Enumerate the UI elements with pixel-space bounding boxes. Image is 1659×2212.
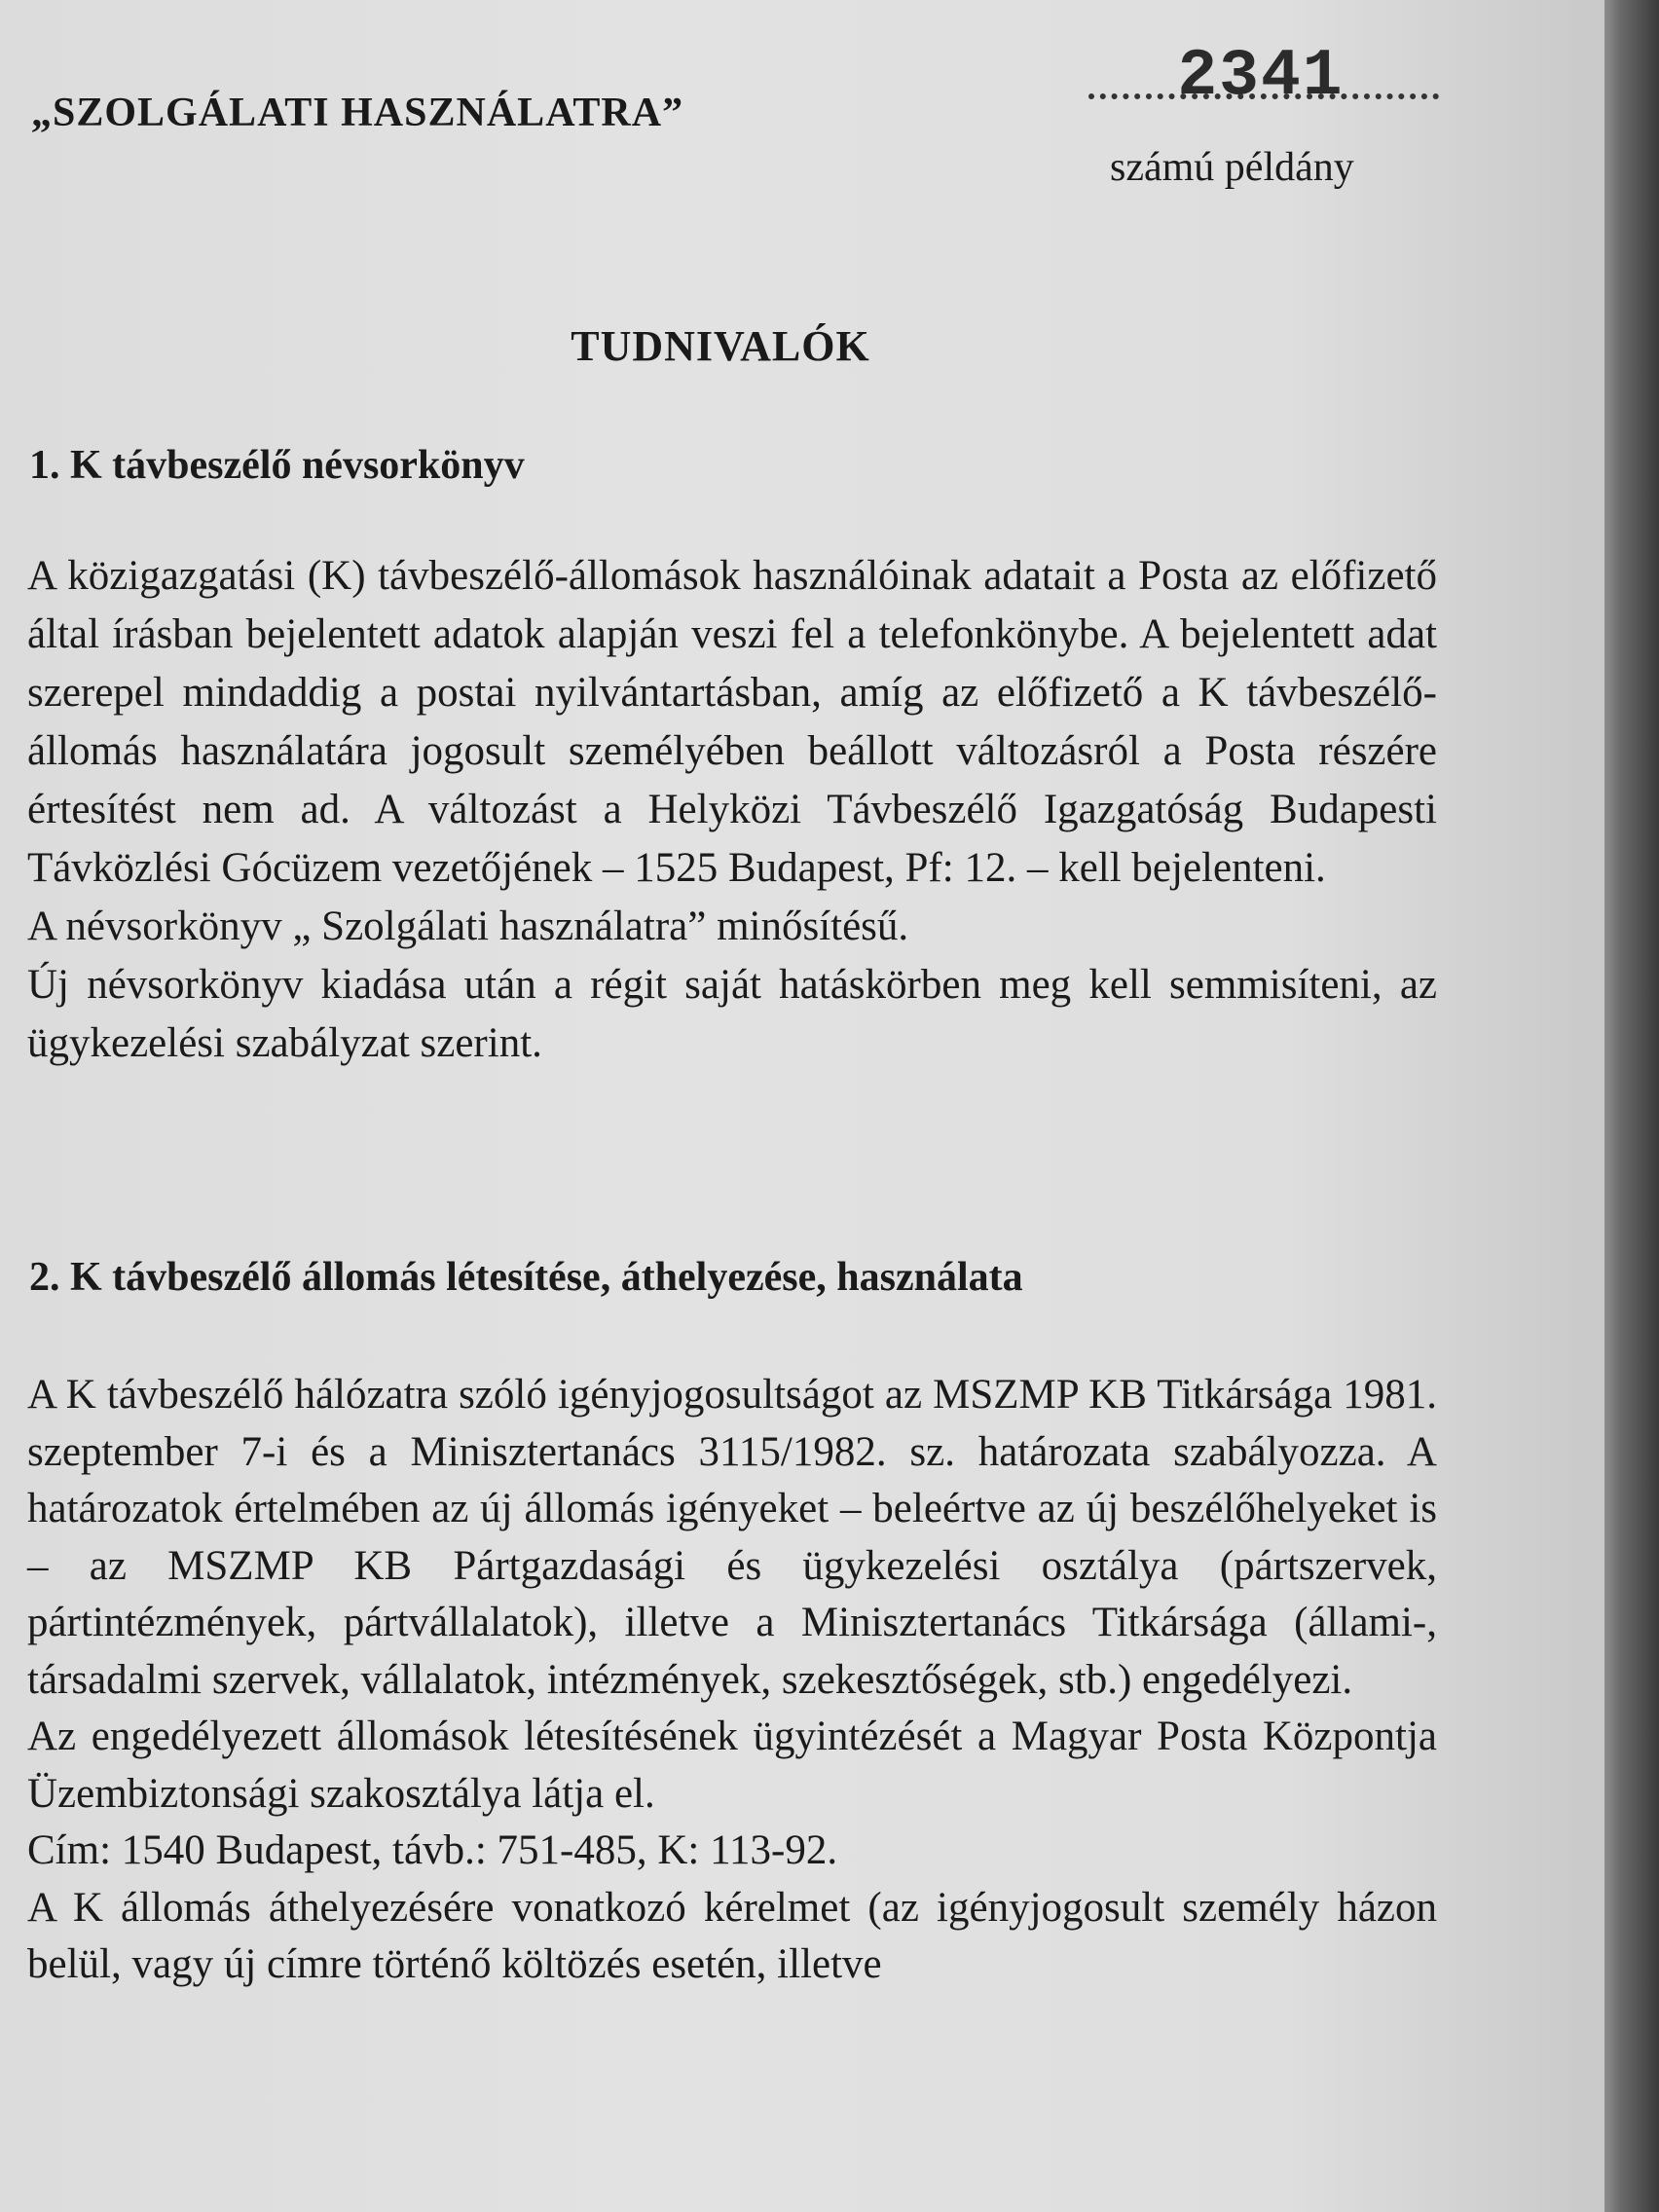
copy-number-dotted-line	[1088, 93, 1439, 99]
section-1-heading: 1. K távbeszélő névsorkönyv	[29, 443, 525, 488]
section-1-paragraph: A közigazgatási (K) távbeszélő-állomások használóinak adatait a Posta az előfizető által írásban bejelentett adatok alapján veszi fel a telefonkönybe. A bejelentett adat szerepel mindaddig a postai nyilvántartásban, amíg az előfizető a K távbeszélő-állomás használatára jogosult személyében beállott változásról a Posta részére értesítést nem ad. A változást a Helyközi Távbeszélő Igazgatóság Budapesti Távközlési Gócüzem vezetőjének – 1525 Budapest, Pf: 12. – kell bejelenteni.	[27, 553, 1437, 891]
page-edge-shadow	[1604, 0, 1659, 2212]
classification-label: „SZOLGÁLATI HASZNÁLATRA”	[31, 91, 684, 135]
section-1-body	[27, 547, 1437, 1073]
document-title: TUDNIVALÓK	[571, 322, 870, 370]
section-2-paragraph: Cím: 1540 Budapest, távb.: 751-485, K: 113-92.	[27, 1827, 838, 1873]
section-1-paragraph: Új névsorkönyv kiadása után a régit saját hatáskörben meg kell semmisíteni, az ügykezelési szabályzat szerint.	[27, 962, 1437, 1066]
section-1-paragraph: A névsorkönyv „ Szolgálati használatra” minősítésű.	[27, 903, 909, 949]
section-2-body	[27, 1367, 1437, 1994]
copy-number-label: számú példány	[1110, 145, 1354, 190]
section-2-paragraph: A K távbeszélő hálózatra szóló igényjogosultságot az MSZMP KB Titkársága 1981. szeptember 7-i és a Minisztertanács 3115/1982. sz. határozata szabályozza. A határozatok értelmében az új állomás igényeket – beleértve az új beszélőhelyeket is – az MSZMP KB Pártgazdasági és ügykezelési osztálya (pártszervek, pártintézmények, pártvállalatok), illetve a Minisztertanács Titkársága (állami-, társadalmi szervek, vállalatok, intézmények, szekesztőségek, stb.) engedélyezi.	[27, 1372, 1437, 1703]
section-2-paragraph: A K állomás áthelyezésére vonatkozó kérelmet (az igényjogosult személy házon belül, vagy új címre történő költözés esetén, illetve	[27, 1884, 1437, 1987]
copy-number: 2341	[1177, 39, 1345, 114]
section-2-paragraph: Az engedélyezett állomások létesítésének ügyintézését a Magyar Posta Központja Üzembiztonsági szakosztálya látja el.	[27, 1714, 1437, 1817]
section-2-heading: 2. K távbeszélő állomás létesítése, áthelyezése, használata	[29, 1255, 1023, 1300]
